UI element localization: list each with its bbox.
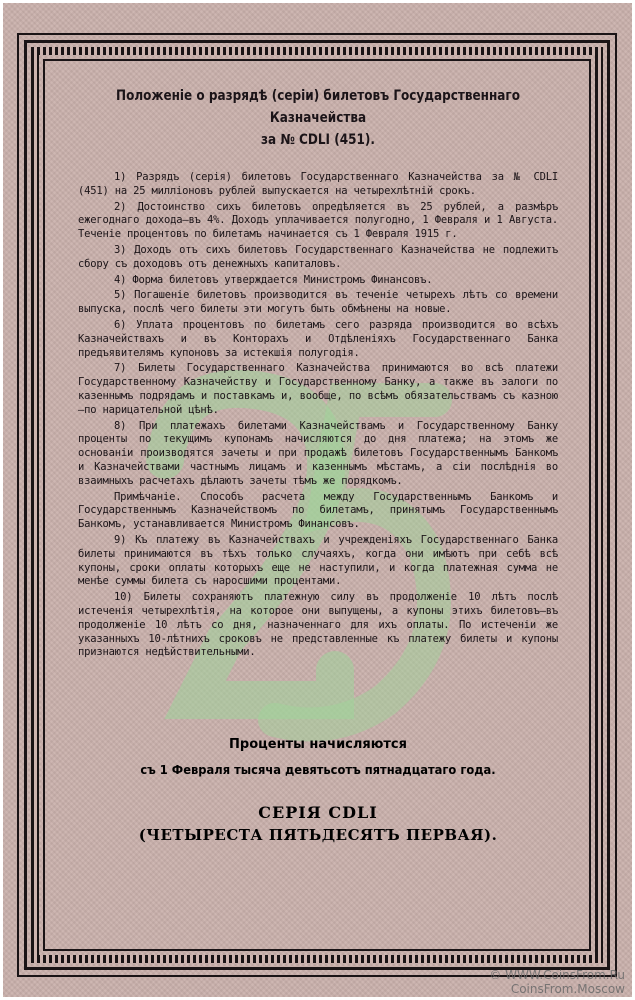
clause-8-note: Примѣчанiе. Способъ расчета между Государственнымъ Банкомъ и Государственнымъ Казначействомъ по билетамъ, принятымъ Государственнымъ Банкомъ, устанавливается Министромъ Финансовъ. xyxy=(78,490,558,531)
clause-1: 1) Разрядъ (серiя) билетовъ Государственнаго Казначейства за № CDLI (451) на 25 миллiоновъ рублей выпускается на четырехлѣтнiй срокъ. xyxy=(78,171,558,197)
interest-heading: Проценты начисляются xyxy=(229,737,407,752)
clause-6: 6) Уплата процентовъ по билетамъ сего разряда производится во всѣхъ Казначействахъ и въ Конторахъ и Отдѣленiяхъ Государственнаго Банка предъявителямъ купоновъ за истекшiя полугодiя. xyxy=(78,318,558,359)
series-title: СЕРIЯ CDLI xyxy=(258,803,378,822)
interest-date: съ 1 Февраля тысяча девятьсотъ пятнадцатаго года. xyxy=(140,762,496,777)
clause-7: 7) Билеты Государственнаго Казначейства принимаются во всѣ платежи Государственному Казначейству и Государственному Банку, а также въ залоги по казеннымъ подрядамъ и поставкамъ и, вообще, по всѣмъ обязательствамъ съ казною—по нарицательной цѣнѣ. xyxy=(78,362,558,416)
clause-9: 9) Къ платежу въ Казначействахъ и учрежденiяхъ Государственнаго Банка билеты принимаются въ тѣхъ только случаяхъ, когда они имѣютъ при себѣ всѣ купоны, сроки оплаты которыхъ еще не наступили, и когда платежная сумма не менѣе суммы билета съ наросшими процентами. xyxy=(78,533,558,588)
header-subtitle: за № CDLI (451). xyxy=(261,132,375,148)
clause-5: 5) Погашенiе билетовъ производится въ теченiе четырехъ лѣтъ со времени выпуска, послѣ чего билеты эти могутъ быть обмѣнены на новые. xyxy=(78,289,558,316)
series-words: (ЧЕТЫРЕСТА ПЯТЬДЕСЯТЪ ПЕРВАЯ). xyxy=(138,826,498,844)
clause-3: 3) Доходъ отъ сихъ билетовъ Государственнаго Казначейства не подлежитъ сбору съ доходовъ отъ денежныхъ капиталовъ. xyxy=(78,243,558,270)
clause-10: 10) Билеты сохраняютъ платежную силу въ продолженiе 10 лѣтъ послѣ истеченiя четырехлѣтiя, на которое они выпущены, а купоны этихъ билетовъ—въ продолженiе 10 лѣтъ со дня, назначеннаго для ихъ оплаты. По истеченiи же указанныхъ 10-лѣтнихъ сроковъ не представленные къ платежу билеты и купоны признаются недѣйствительными. xyxy=(78,591,558,659)
watermark-line-2: CoinsFrom.Moscow xyxy=(510,982,625,996)
clause-4: 4) Форма билетовъ утверждается Министромъ Финансовъ. xyxy=(114,273,433,286)
clause-8: 8) При платежахъ билетами Казначействамъ и Государственному Банку проценты по текущимъ купонамъ начисляются до дня платежа; на этомъ же основанiи производятся зачеты и при продажѣ билетовъ Государственнымъ Банкомъ и Казначействами частнымъ лицамъ и казеннымъ мѣстамъ, а сiи послѣднiя во взаимныхъ расчетахъ дѣлаютъ зачеты тѣмъ же порядкомъ. xyxy=(78,419,558,487)
clause-2: 2) Достоинство сихъ билетовъ опредѣляется въ 25 рублей, а размѣръ ежегоднаго дохода—въ 4%. Доходъ уплачивается полугодно, 1 Февраля и 1 Августа. Теченiе процентовъ по билетамъ начинается съ 1 Февраля 1915 г. xyxy=(78,200,558,241)
document-body xyxy=(78,85,558,662)
watermark-line-1: © WWW.CoinsFrom.Ru xyxy=(489,968,625,982)
header-title: Положенiе о разрядѣ (серiи) билетовъ Государственнаго Казначейства xyxy=(116,88,520,126)
